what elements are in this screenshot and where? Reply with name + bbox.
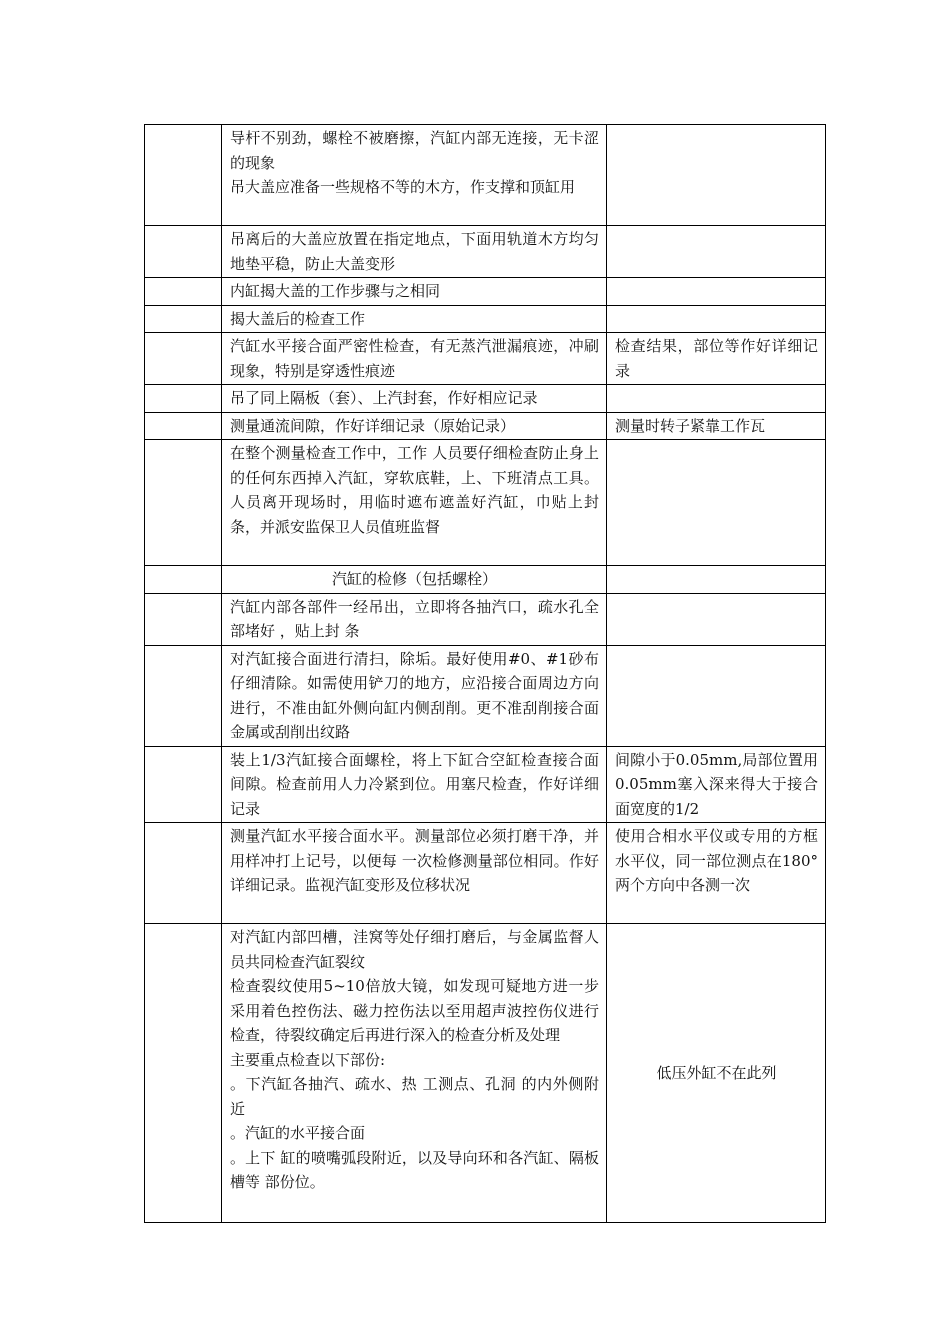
remark-cell [607, 440, 826, 566]
row-label-cell [145, 645, 222, 746]
procedure-text: 在整个测量检查工作中，工作 人员要仔细检查防止身上的任何东西掉入汽缸，穿软底鞋，上、下班清点工具。人员离开现场时，用临时遮布遮盖好汽缸，巾贴上封条，并派安监保卫人员值班监督 [230, 444, 599, 536]
procedure-cell [222, 593, 607, 645]
table-row [145, 125, 826, 226]
table-row [145, 412, 826, 440]
procedure-text: 揭大盖后的检查工作 [230, 309, 366, 328]
procedure-cell [222, 924, 607, 1223]
procedure-text: 吊了同上隔板（套）、上汽封套，作好相应记录 [230, 389, 538, 407]
table-row [145, 823, 826, 924]
procedure-cell [222, 305, 607, 333]
procedure-text: 吊大盖应准备一些规格不等的木方，作支撑和顶缸用 [230, 178, 576, 196]
remark-cell [607, 924, 826, 1223]
table-row [145, 746, 826, 823]
procedure-text: 。上下 缸的喷嘴弧段附近，以及导向环和各汽缸、隔板槽等 部份位。 [230, 1148, 599, 1191]
procedure-cell [222, 746, 607, 823]
table-row [145, 385, 826, 413]
row-label-cell [145, 746, 222, 823]
table-row [145, 305, 826, 333]
procedure-cell [222, 125, 607, 226]
procedure-text: 内缸揭大盖的工作步骤与之相同 [230, 282, 441, 300]
table-row [145, 645, 826, 746]
table-row [145, 924, 826, 1223]
row-label-cell [145, 440, 222, 566]
row-label-cell [145, 924, 222, 1223]
table-row [145, 226, 826, 278]
procedure-text: 。汽缸的水平接合面 [230, 1124, 366, 1142]
row-label-cell [145, 412, 222, 440]
remark-cell [607, 226, 826, 278]
procedure-text: 汽缸水平接合面严密性检查，有无蒸汽泄漏痕迹，冲刷现象，特别是穿透性痕迹 [230, 337, 599, 380]
remark-cell [607, 645, 826, 746]
table-row [145, 593, 826, 645]
procedure-text: 检查裂纹使用5~10倍放大镜，如发现可疑地方进一步采用着色控伤法、磁力控伤法以至用超声波控伤仪进行检查，待裂纹确定后再进行深入的检查分析及处理 [230, 977, 599, 1044]
table-row [145, 566, 826, 594]
procedure-cell [222, 278, 607, 306]
row-label-cell [145, 593, 222, 645]
procedure-text: 对汽缸接合面进行清扫，除垢。最好使用#0、#1砂布仔细清除。如需使用铲刀的地方，应沿接合面周边方向进行，不准由缸外侧向缸内侧刮削。更不准刮削接合面金属或刮削出纹路 [230, 649, 599, 741]
remark-cell [607, 305, 826, 333]
procedure-text: 导杆不别劲，螺栓不被磨擦，汽缸内部无连接，无卡涩的现象 [230, 129, 599, 172]
row-label-cell [145, 125, 222, 226]
procedure-text: 汽缸内部各部件一经吊出，立即将各抽汽口，疏水孔全部堵好 ，贴上封 条 [230, 597, 599, 640]
row-label-cell [145, 305, 222, 333]
table-row [145, 333, 826, 385]
procedure-cell [222, 333, 607, 385]
remark-cell [607, 278, 826, 306]
row-label-cell [145, 566, 222, 594]
remark-text: 间隙小于0.05mm,局部位置用0.05mm塞入深来得大于接合面宽度的1/2 [615, 750, 818, 818]
procedure-cell [222, 226, 607, 278]
remark-text: 低压外缸不在此列 [656, 1063, 777, 1082]
procedure-cell [222, 645, 607, 746]
row-label-cell [145, 823, 222, 924]
procedure-text: 对汽缸内部凹槽，洼窝等处仔细打磨后，与金属监督人员共同检查汽缸裂纹 [230, 928, 599, 971]
table-row [145, 278, 826, 306]
section-heading: 汽缸的检修（包括螺栓） [331, 570, 497, 588]
row-label-cell [145, 333, 222, 385]
remark-text: 检查结果，部位等作好详细记录 [615, 337, 818, 380]
remark-text: 使用合相水平仪或专用的方框水平仪，同一部位测点在180°两个方向中各测一次 [615, 827, 818, 894]
remark-cell [607, 823, 826, 924]
maintenance-procedure-table [144, 124, 826, 1223]
procedure-text: 主要重点检查以下部份: [230, 1050, 386, 1069]
row-label-cell [145, 226, 222, 278]
remark-cell [607, 385, 826, 413]
section-heading-cell [222, 566, 607, 594]
procedure-text: 测量汽缸水平接合面水平。测量部位必须打磨干净，并用样冲打上记号，以便每 一次检修测量部位相同。作好详细记录。监视汽缸变形及位移状况 [230, 827, 599, 894]
remark-cell [607, 593, 826, 645]
remark-cell [607, 412, 826, 440]
procedure-cell [222, 412, 607, 440]
remark-cell [607, 746, 826, 823]
table-row [145, 440, 826, 566]
procedure-text: 。下汽缸各抽汽、疏水、热 工测点、孔洞 的内外侧附近 [230, 1075, 599, 1118]
remark-text: 测量时转子紧靠工作瓦 [615, 416, 766, 435]
procedure-cell [222, 385, 607, 413]
procedure-cell [222, 440, 607, 566]
procedure-text: 测量通流间隙，作好详细记录（原始记录） [230, 416, 516, 435]
row-label-cell [145, 385, 222, 413]
procedure-cell [222, 823, 607, 924]
procedure-text: 装上1/3汽缸接合面螺栓，将上下缸合空缸检查接合面间隙。检查前用人力冷紧到位。用塞尺检查，作好详细记录 [230, 750, 599, 818]
row-label-cell [145, 278, 222, 306]
remark-cell [607, 566, 826, 594]
procedure-text: 吊离后的大盖应放置在指定地点，下面用轨道木方均匀地垫平稳，防止大盖变形 [230, 230, 599, 273]
remark-cell [607, 333, 826, 385]
remark-cell [607, 125, 826, 226]
